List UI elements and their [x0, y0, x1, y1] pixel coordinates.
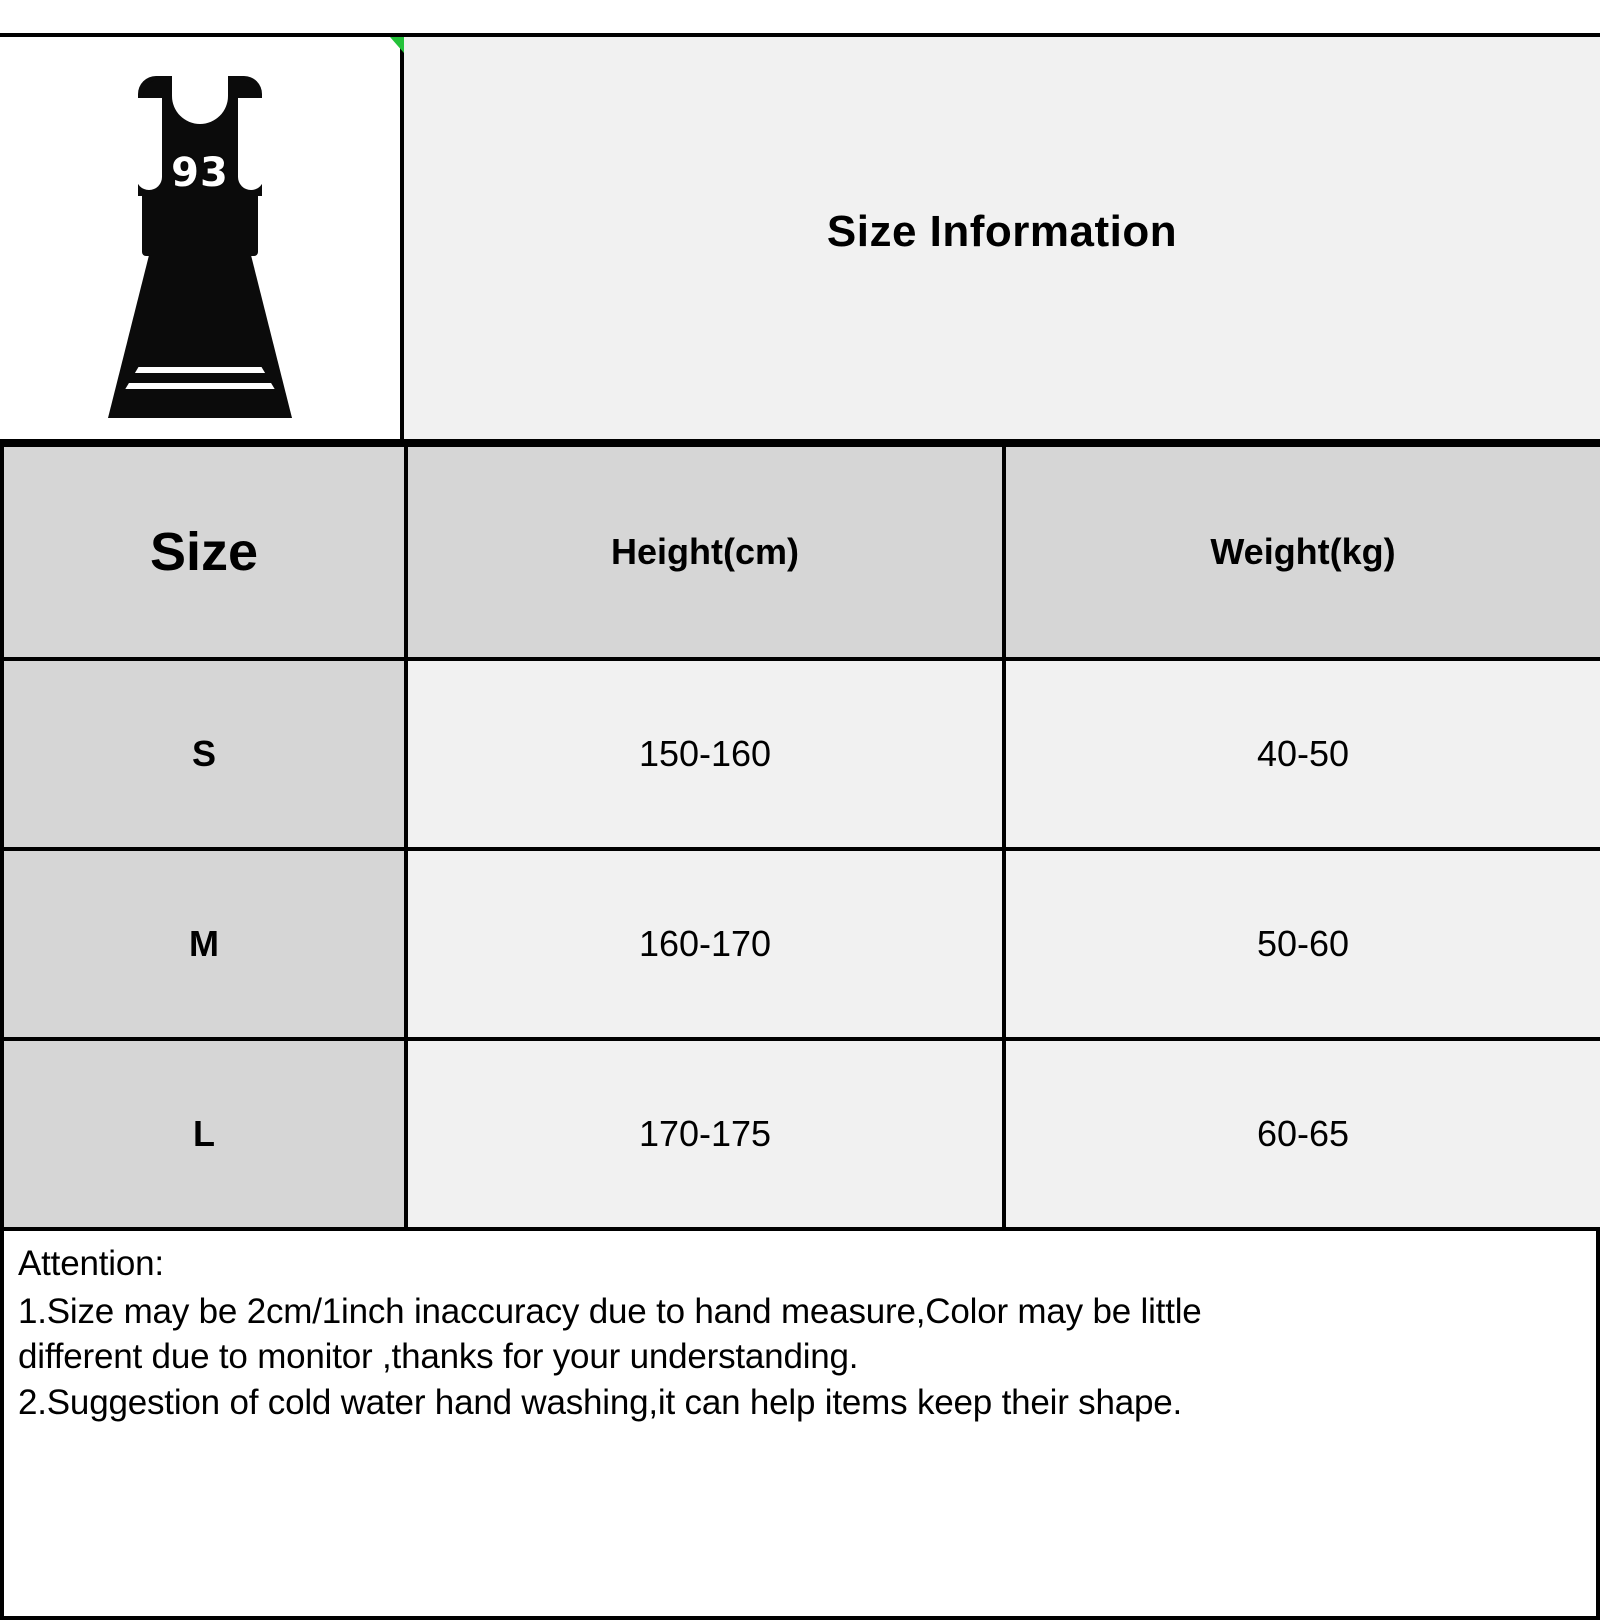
size-chart-sheet — [0, 33, 1600, 1578]
cell-weight-m: 50-60 — [1004, 849, 1600, 1039]
cell-height-m: 160-170 — [406, 849, 1004, 1039]
column-header-height: Height(cm) — [406, 445, 1004, 659]
cell-height-l: 170-175 — [406, 1039, 1004, 1229]
attention-block — [0, 1231, 1600, 1620]
header-row — [0, 33, 1600, 443]
table-row — [2, 1039, 1600, 1229]
table-row — [2, 849, 1600, 1039]
corner-mark-icon — [390, 37, 404, 53]
attention-line-2: different due to monitor ,thanks for your understanding. — [18, 1337, 859, 1376]
size-table — [0, 443, 1600, 1231]
product-image-cell — [0, 37, 404, 439]
sleeveless-dress-illustration-icon — [100, 58, 300, 418]
attention-line-3: 2.Suggestion of cold water hand washing,it can help items keep their shape. — [18, 1382, 1183, 1422]
cell-height-s: 150-160 — [406, 659, 1004, 849]
page-title: Size Information — [826, 207, 1178, 256]
table-row — [2, 659, 1600, 849]
cell-size-l: L — [2, 1039, 406, 1229]
jersey-number: 93 — [171, 150, 229, 196]
column-header-size: Size — [2, 445, 406, 659]
column-header-weight: Weight(kg) — [1004, 445, 1600, 659]
cell-size-m: M — [2, 849, 406, 1039]
attention-line-1: 1.Size may be 2cm/1inch inaccuracy due to hand measure,Color may be little — [18, 1291, 1202, 1331]
cell-size-s: S — [2, 659, 406, 849]
cell-weight-l: 60-65 — [1004, 1039, 1600, 1229]
attention-label: Attention: — [18, 1244, 164, 1283]
title-cell — [404, 37, 1600, 439]
cell-weight-s: 40-50 — [1004, 659, 1600, 849]
table-header-row — [2, 445, 1600, 659]
